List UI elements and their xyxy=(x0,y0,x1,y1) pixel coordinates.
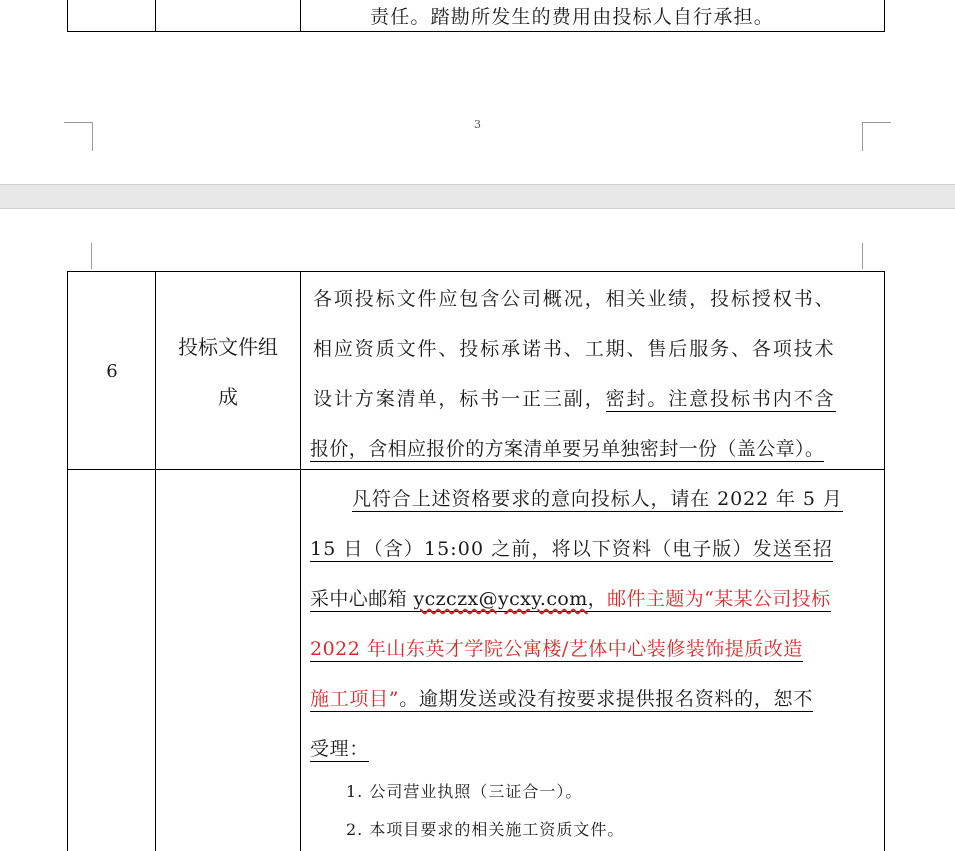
table-border xyxy=(67,271,885,272)
table-cell-text: 责任。踏勘所发生的费用由投标人自行承担。 xyxy=(370,6,775,28)
list-item: 2. 本项目要求的相关施工资质文件。 xyxy=(346,820,625,839)
red-underlined-text: 邮件主题为“某某公司投标 xyxy=(607,588,831,610)
margin-corner-mark xyxy=(64,243,92,269)
table-border xyxy=(67,271,68,851)
content-line xyxy=(352,484,922,511)
table-border xyxy=(67,31,885,32)
list-item: 1. 公司营业执照（三证合一）。 xyxy=(346,782,583,801)
table-border xyxy=(300,271,301,851)
underlined-text: ， xyxy=(587,588,608,610)
content-line: 各项投标文件应包含公司概况，相关业绩，投标授权书、 xyxy=(313,288,836,310)
underlined-text: 采中心邮箱 xyxy=(310,588,414,610)
underlined-text: 密封。注意投标书内不含 xyxy=(605,388,836,410)
content-line xyxy=(313,384,883,411)
underlined-text: 受理： xyxy=(310,738,369,760)
underlined-text: 15 日（含）15:00 之前，将以下资料（电子版）发送至招 xyxy=(310,538,834,560)
page-number: 3 xyxy=(474,118,481,131)
document-page-4 xyxy=(0,208,955,851)
underlined-text: 凡符合上述资格要求的意向投标人，请在 2022 年 5 月 xyxy=(352,488,843,510)
table-border xyxy=(155,271,156,851)
row-title-line: 投标文件组 xyxy=(178,335,278,359)
content-text: 设计方案清单，标书一正三副， xyxy=(313,388,606,410)
content-line xyxy=(310,584,880,611)
content-line xyxy=(310,534,880,561)
table-border xyxy=(67,0,68,32)
red-underlined-text: 2022 年山东英才学院公寓楼/艺体中心装修装饰提质改造 xyxy=(310,638,803,660)
underlined-text: 报价，含相应报价的方案清单要另单独密封一份（盖公章）。 xyxy=(310,438,825,460)
content-line xyxy=(310,734,880,761)
content-line xyxy=(310,634,880,661)
content-line xyxy=(310,684,880,711)
row-number: 6 xyxy=(106,361,118,382)
underlined-text: 。逾期发送或没有按要求提供报名资料的，恕不 xyxy=(399,688,813,710)
table-border xyxy=(884,271,885,851)
document-page-3 xyxy=(0,0,955,185)
red-underlined-text: 施工项目” xyxy=(310,688,400,710)
content-line: 相应资质文件、投标承诺书、工期、售后服务、各项技术 xyxy=(313,338,836,360)
content-line xyxy=(310,434,880,461)
row-title-line: 成 xyxy=(218,385,238,409)
table-border xyxy=(155,0,156,32)
margin-corner-mark xyxy=(862,243,891,269)
table-border xyxy=(67,469,885,470)
email-address: yczczx@ycxy.com xyxy=(413,588,588,610)
table-border xyxy=(300,0,301,32)
